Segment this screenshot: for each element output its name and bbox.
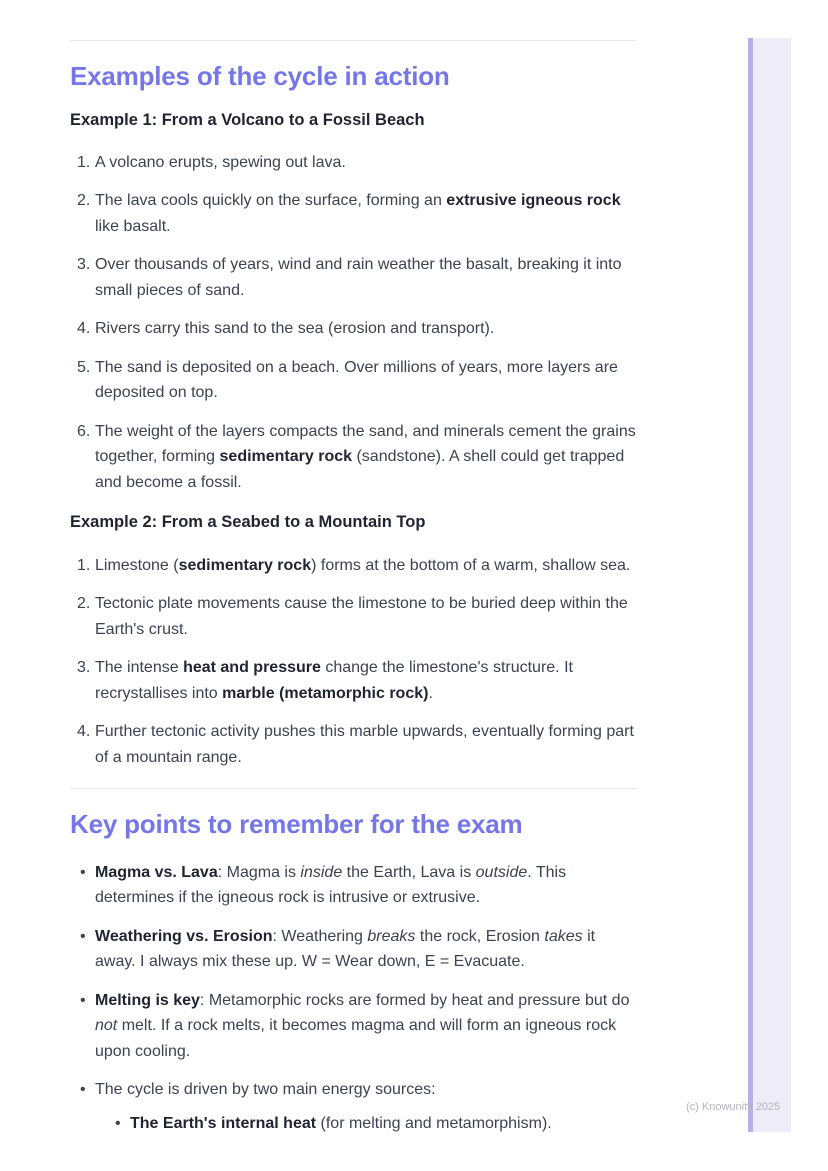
list-item-text <box>95 188 636 239</box>
list-marker: • <box>80 991 86 1009</box>
section-divider <box>70 788 636 789</box>
copyright-watermark: (c) Knowunity 2025 <box>686 1101 781 1113</box>
text: (for melting and metamorphism). <box>316 1114 552 1132</box>
list-marker: 4. <box>77 320 91 338</box>
right-highlight-bar <box>748 38 791 1132</box>
bold-text: sedimentary rock <box>219 448 353 466</box>
list-marker: 2. <box>77 595 91 613</box>
list-item-text <box>95 316 636 342</box>
subsection-heading: Example 1: From a Volcano to a Fossil Beach <box>70 110 425 129</box>
section-title: Examples of the cycle in action <box>70 61 450 91</box>
section-title: Key points to remember for the exam <box>70 809 523 840</box>
list-item <box>70 1077 636 1136</box>
list-item <box>70 591 636 642</box>
ordered-list <box>70 553 636 771</box>
list-item <box>70 316 636 342</box>
bold-text: heat and pressure <box>183 659 321 677</box>
list-item-text <box>95 1077 636 1136</box>
italic-text: takes <box>544 927 583 945</box>
list-item-text <box>95 355 636 406</box>
text: : Metamorphic rocks are formed by heat and pressure but do <box>199 991 630 1009</box>
document-content <box>70 0 636 1149</box>
text: The intense <box>95 659 184 677</box>
list-item-text <box>95 150 636 176</box>
bullet-list <box>70 860 636 1137</box>
document-section <box>70 788 636 1136</box>
list-marker: 5. <box>77 358 91 376</box>
text: ) forms at the bottom of a warm, shallow sea. <box>311 556 631 574</box>
italic-text: outside <box>475 863 528 881</box>
list-item <box>70 988 636 1065</box>
list-item <box>70 150 636 176</box>
text: Over thousands of years, wind and rain weather the basalt, breaking it into small pieces of sand. <box>95 256 622 299</box>
list-marker: • <box>80 863 86 881</box>
list-item-text <box>95 924 636 975</box>
list-item <box>70 655 636 706</box>
list-marker: • <box>80 927 86 945</box>
right-highlight-bar-edge <box>748 38 753 1132</box>
text: melt. If a rock melts, it becomes magma and will form an igneous rock upon cooling. <box>95 1017 617 1060</box>
bullet-list <box>105 1111 636 1137</box>
list-marker: 3. <box>77 256 91 274</box>
list-item-text <box>130 1111 636 1137</box>
list-item-text <box>95 988 636 1065</box>
bold-text: Magma vs. Lava <box>95 863 218 881</box>
list-item-text <box>95 860 636 911</box>
italic-text: inside <box>300 863 343 881</box>
bold-text: Weathering vs. Erosion <box>95 927 273 945</box>
bold-text: sedimentary rock <box>178 556 312 574</box>
list-marker: 1. <box>77 556 91 574</box>
text: (sandstone). A shell could get trapped and become a fossil. <box>95 448 625 491</box>
text: . <box>428 684 433 702</box>
list-marker: • <box>80 1081 86 1099</box>
text: Limestone ( <box>95 556 179 574</box>
text: Tectonic plate movements cause the limestone to be buried deep within the Earth's crust. <box>95 595 628 638</box>
document-section <box>70 40 636 770</box>
list-marker: 4. <box>77 723 91 741</box>
text: : Weathering <box>272 927 368 945</box>
text: it away. I always mix these up. W = Wear down, E = Evacuate. <box>95 927 596 971</box>
list-item <box>70 860 636 911</box>
text: like basalt. <box>95 217 171 235</box>
bold-text: The Earth's internal heat <box>130 1114 317 1132</box>
text: Rivers carry this sand to the sea (erosion and transport). <box>95 320 495 338</box>
list-item-text <box>95 419 636 496</box>
list-item-text <box>95 252 636 303</box>
list-item <box>105 1111 636 1137</box>
list-item <box>70 188 636 239</box>
list-marker: 3. <box>77 659 91 677</box>
list-marker: 1. <box>77 153 91 171</box>
text: Further tectonic activity pushes this marble upwards, eventually forming part of a mountain range. <box>95 723 634 766</box>
bold-text: marble (metamorphic rock) <box>222 684 429 702</box>
list-item-text <box>95 553 636 579</box>
text: the Earth, Lava is <box>342 863 476 881</box>
list-marker: 2. <box>77 192 91 210</box>
text: The weight of the layers compacts the sand, and minerals cement the grains together, forming <box>95 422 636 466</box>
text: the rock, Erosion <box>415 927 545 945</box>
italic-text: not <box>95 1017 118 1035</box>
text: change the limestone's structure. It recrystallises into <box>95 659 573 702</box>
list-item-text <box>95 655 636 706</box>
list-marker: • <box>115 1114 121 1132</box>
list-item <box>70 719 636 770</box>
text: . This determines if the igneous rock is intrusive or extrusive. <box>95 863 567 907</box>
ordered-list <box>70 150 636 496</box>
list-item-text <box>95 719 636 770</box>
list-item <box>70 252 636 303</box>
subsection-heading: Example 2: From a Seabed to a Mountain Top <box>70 513 426 532</box>
text: The lava cools quickly on the surface, forming an <box>95 192 447 210</box>
list-item <box>70 419 636 496</box>
text: The cycle is driven by two main energy sources: <box>95 1081 436 1099</box>
list-item <box>70 553 636 579</box>
list-marker: 6. <box>77 422 91 440</box>
section-divider <box>70 40 636 41</box>
list-item <box>70 924 636 975</box>
text: A volcano erupts, spewing out lava. <box>95 153 346 171</box>
bold-text: Melting is key <box>95 991 200 1009</box>
text: : Magma is <box>217 863 301 881</box>
list-item-text <box>95 591 636 642</box>
italic-text: breaks <box>367 927 416 945</box>
list-item <box>70 355 636 406</box>
bold-text: extrusive igneous rock <box>446 192 621 210</box>
text: The sand is deposited on a beach. Over millions of years, more layers are deposited on top. <box>95 358 618 402</box>
